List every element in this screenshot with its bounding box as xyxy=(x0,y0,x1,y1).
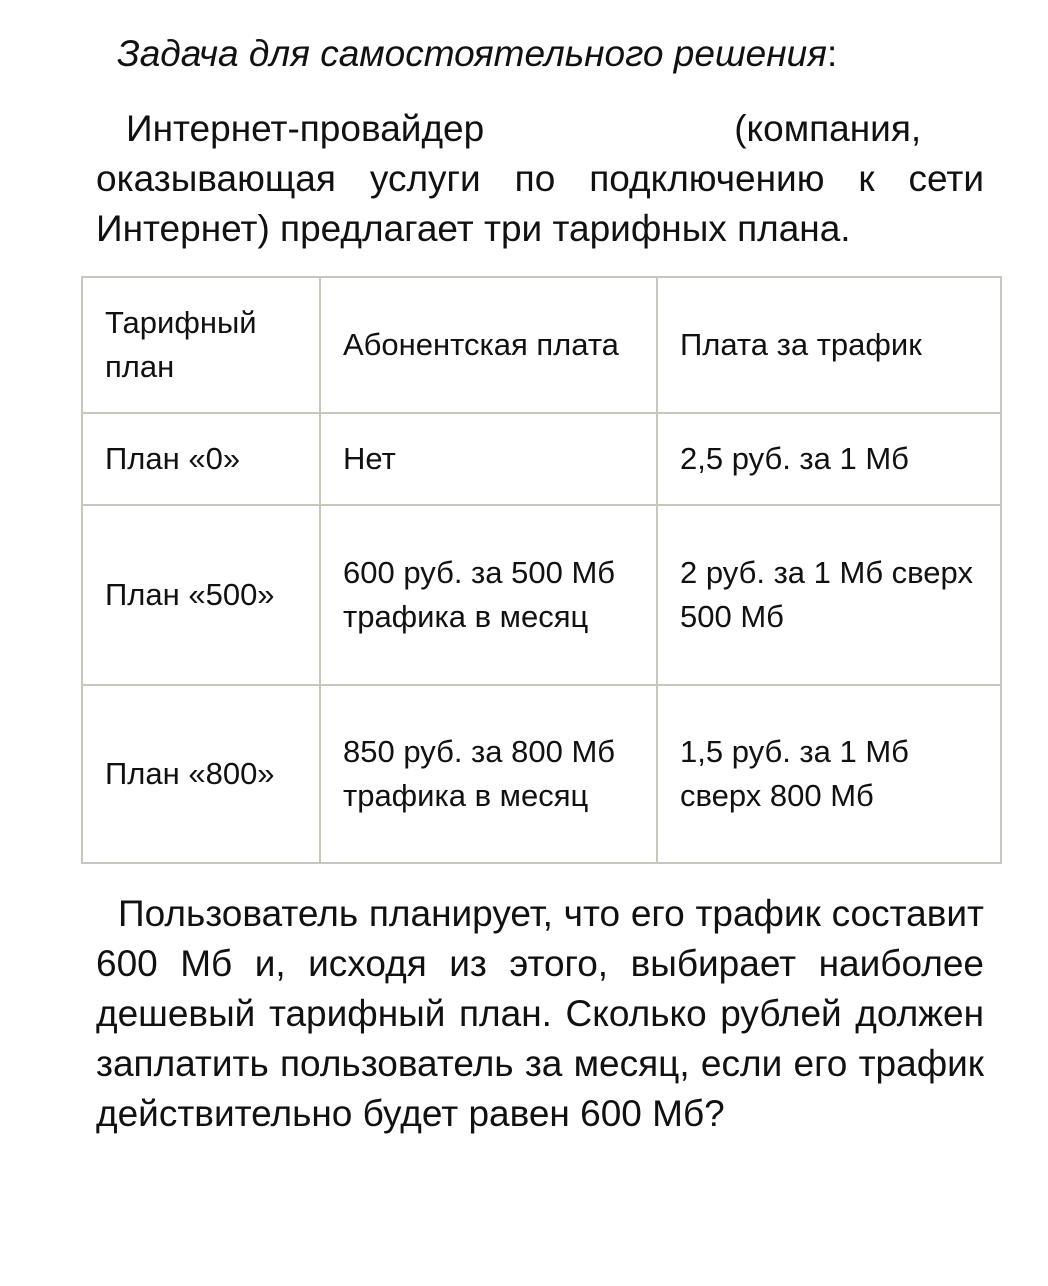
table-cell: План «800» xyxy=(82,685,320,863)
table-cell: Нет xyxy=(320,413,657,505)
table-header-cell: Плата за трафик xyxy=(657,277,1001,413)
table-row xyxy=(82,505,1001,685)
table-cell: 2 руб. за 1 Мб сверх 500 Мб xyxy=(657,505,1001,685)
intro-paragraph xyxy=(96,104,984,254)
table-cell: 2,5 руб. за 1 Мб xyxy=(657,413,1001,505)
tariff-table xyxy=(81,276,1002,864)
table-row xyxy=(82,413,1001,505)
question-paragraph: Пользователь планирует, что его трафик составит 600 Мб и, исходя из этого, выбирает наиболее дешевый тарифный план. Сколько рублей должен заплатить пользователь за месяц, если его трафик действительно будет равен 600 Мб? xyxy=(96,893,984,1134)
table-cell: План «0» xyxy=(82,413,320,505)
table-header-cell: Тарифный план xyxy=(82,277,320,413)
table-header-row xyxy=(82,277,1001,413)
table-cell: 1,5 руб. за 1 Мб сверх 800 Мб xyxy=(657,685,1001,863)
intro-text-part1: Интернет-провайдер xyxy=(126,108,485,149)
intro-text-part2: (компания, оказывающая услуги по подключению к сети Интернет) предлагает три тарифных плана. xyxy=(96,108,984,249)
task-heading-colon: : xyxy=(826,33,838,74)
table-cell: План «500» xyxy=(82,505,320,685)
task-heading-title: Задача для самостоятельного решения xyxy=(117,33,827,74)
table-cell: 850 руб. за 800 Мб трафика в месяц xyxy=(320,685,657,863)
table-header-cell: Абонентская плата xyxy=(320,277,657,413)
table-cell: 600 руб. за 500 Мб трафика в месяц xyxy=(320,505,657,685)
task-heading xyxy=(117,30,837,78)
table-row xyxy=(82,685,1001,863)
